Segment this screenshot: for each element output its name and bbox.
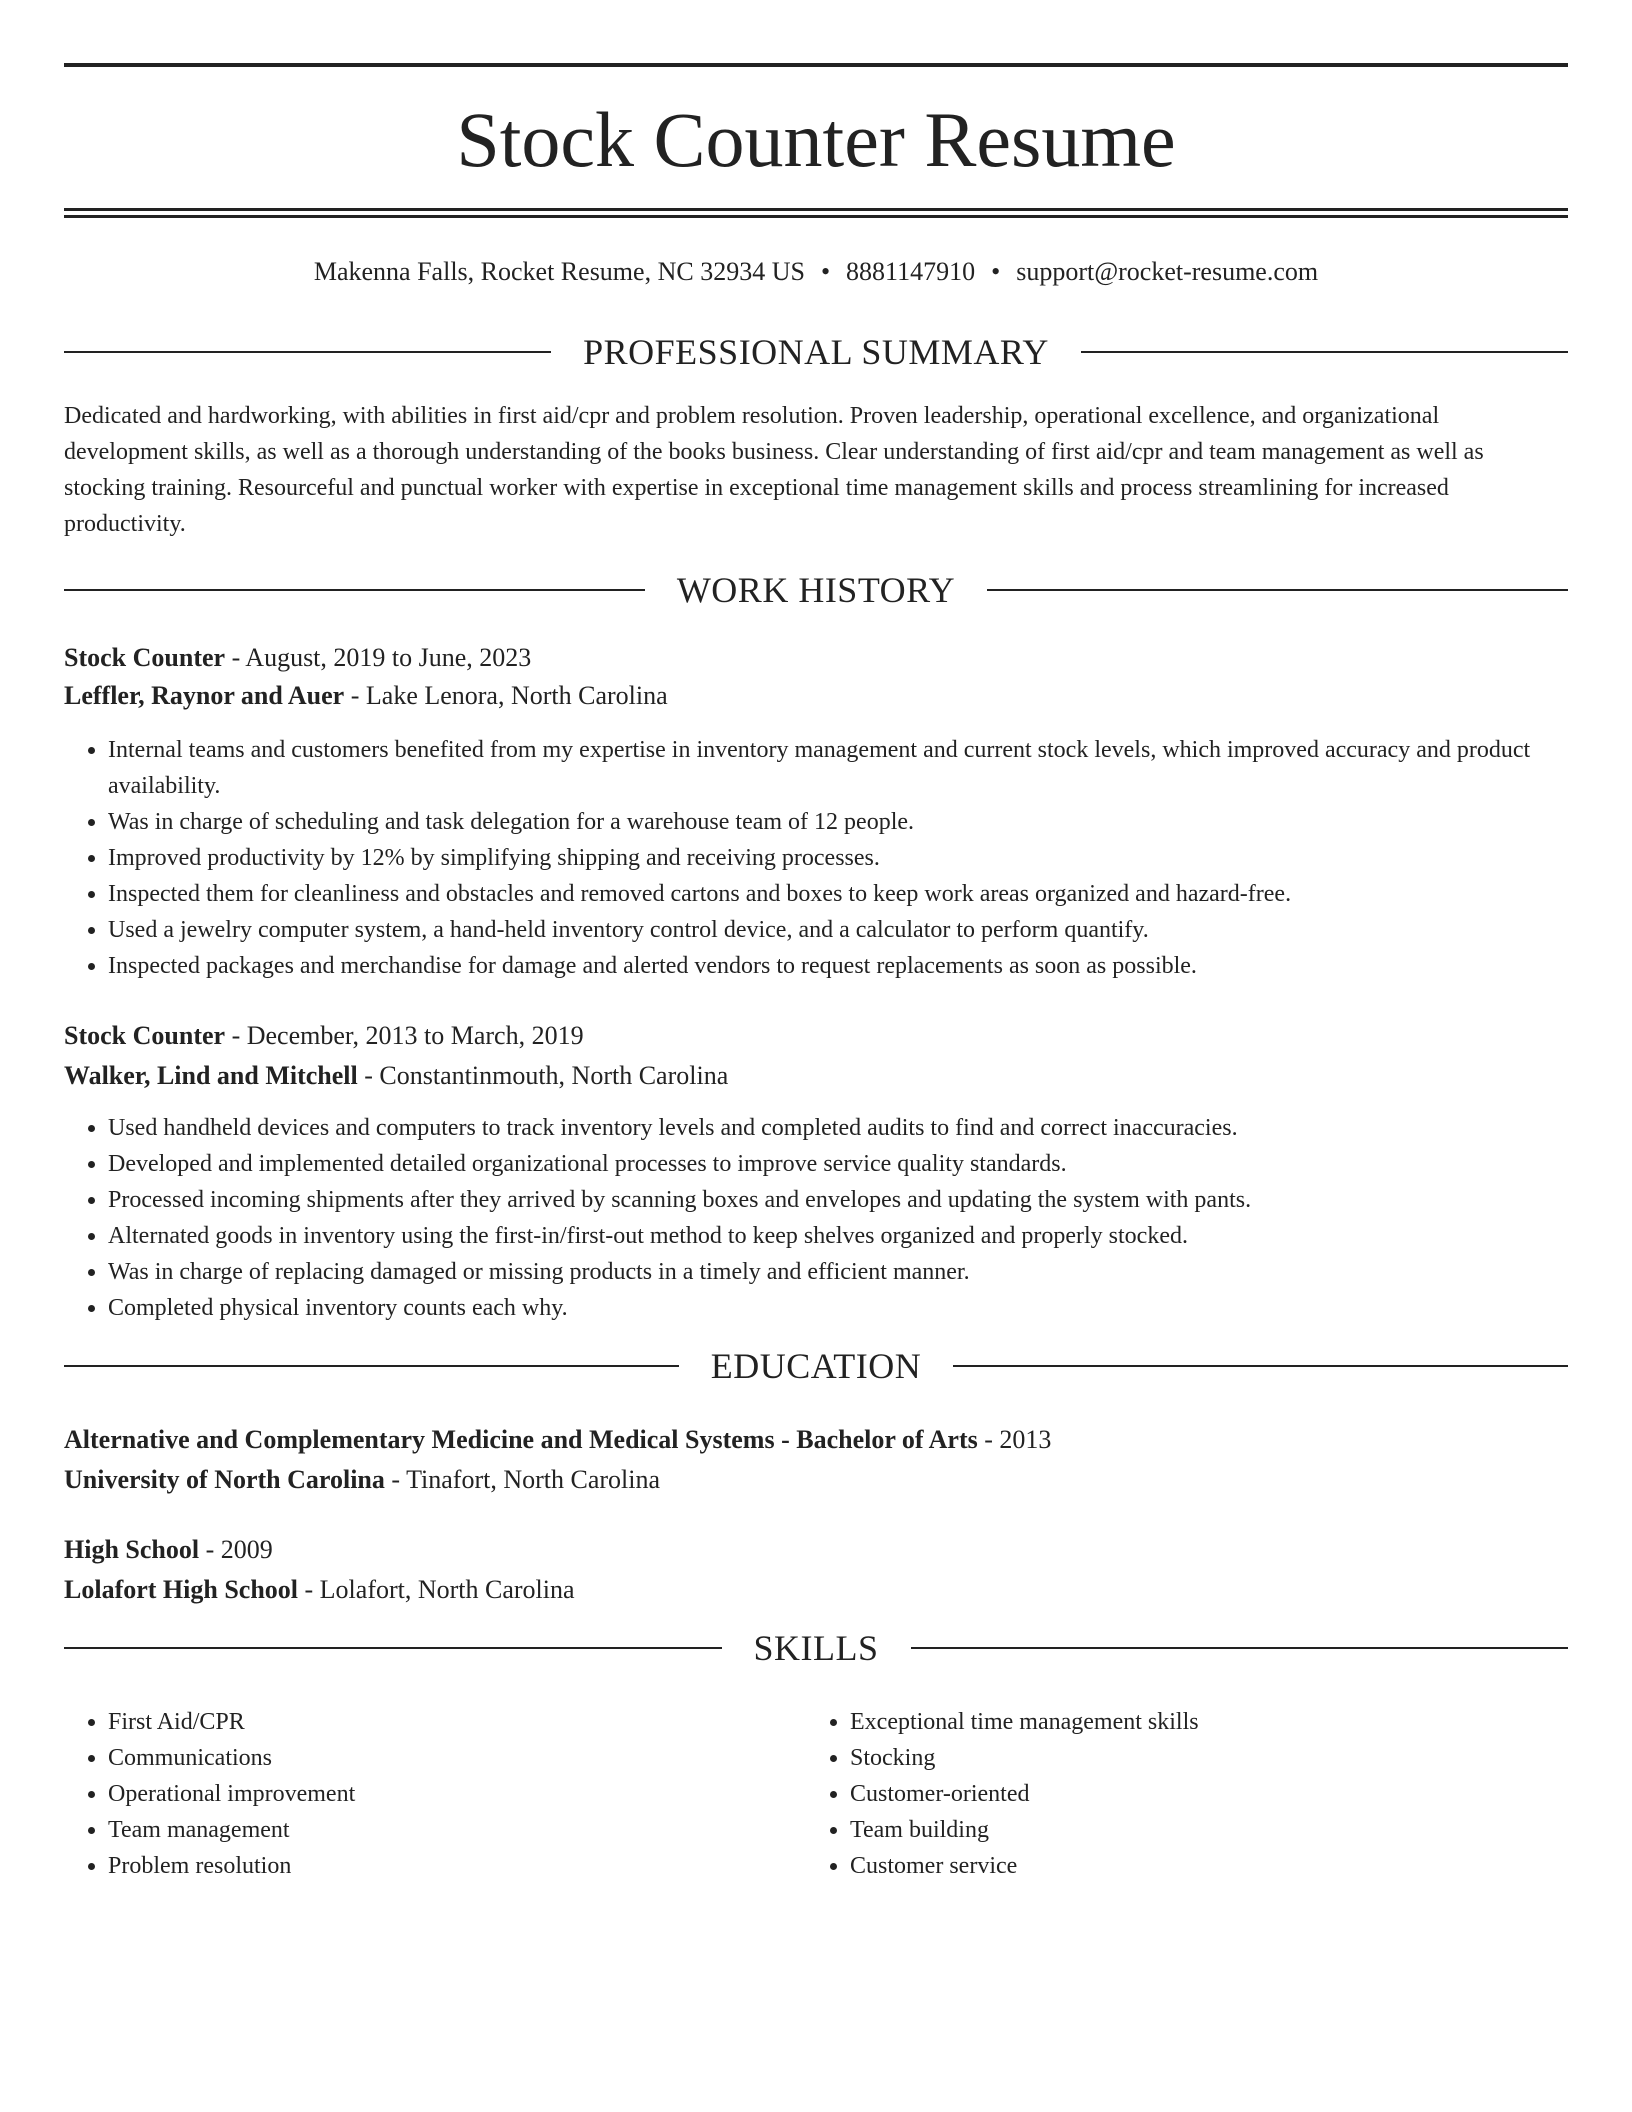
list-item: • Internal teams and customers benefited from my expertise in inventory management and current stock levels, which improved accuracy and product availability. bbox=[108, 732, 1568, 804]
skills-heading bbox=[64, 1628, 1568, 1668]
title-rule-upper bbox=[64, 208, 1568, 211]
job-bullets bbox=[64, 1110, 1568, 1326]
job-company: Leffler, Raynor and Auer bbox=[64, 681, 345, 710]
contact-line bbox=[64, 254, 1568, 290]
section-title: SKILLS bbox=[753, 1628, 879, 1668]
contact-phone: 8881147910 bbox=[846, 257, 976, 286]
work-history-heading bbox=[64, 570, 1568, 610]
skill-item: • Operational improvement bbox=[108, 1776, 806, 1812]
skill-item: • Problem resolution bbox=[108, 1848, 806, 1884]
heading-rule-right bbox=[987, 589, 1568, 591]
skills-column-right bbox=[806, 1704, 1548, 1884]
resume-title: Stock Counter Resume bbox=[456, 96, 1176, 183]
job-company-line bbox=[64, 678, 1568, 714]
skill-item: • First Aid/CPR bbox=[108, 1704, 806, 1740]
job-bullets bbox=[64, 732, 1568, 984]
heading-rule-right bbox=[911, 1647, 1569, 1649]
education-year: - 2013 bbox=[977, 1425, 1052, 1454]
list-item: • Inspected them for cleanliness and obstacles and removed cartons and boxes to keep work areas organized and hazard-free. bbox=[108, 876, 1568, 912]
section-title: PROFESSIONAL SUMMARY bbox=[583, 332, 1049, 372]
education-school-line bbox=[64, 1572, 1568, 1608]
education-heading bbox=[64, 1346, 1568, 1386]
list-item: • Improved productivity by 12% by simplifying shipping and receiving processes. bbox=[108, 840, 1568, 876]
contact-separator: • bbox=[820, 257, 831, 286]
list-item: • Completed physical inventory counts each why. bbox=[108, 1290, 1568, 1326]
summary-heading bbox=[64, 332, 1568, 372]
list-item: • Inspected packages and merchandise for damage and alerted vendors to request replacements as soon as possible. bbox=[108, 948, 1568, 984]
education-degree: Alternative and Complementary Medicine and Medical Systems - Bachelor of Arts bbox=[64, 1425, 978, 1454]
skill-item: • Team management bbox=[108, 1812, 806, 1848]
skill-item: • Stocking bbox=[850, 1740, 1548, 1776]
job-title: Stock Counter bbox=[64, 643, 226, 672]
job-dates: - August, 2019 to June, 2023 bbox=[225, 643, 532, 672]
skills-column-left bbox=[64, 1704, 806, 1884]
contact-address: Makenna Falls, Rocket Resume, NC 32934 US bbox=[313, 257, 805, 286]
job-title-line bbox=[64, 640, 1568, 676]
education-school-line bbox=[64, 1462, 1568, 1498]
job-location: - Lake Lenora, North Carolina bbox=[344, 681, 668, 710]
top-rule bbox=[64, 63, 1568, 67]
list-item: • Developed and implemented detailed organizational processes to improve service quality standards. bbox=[108, 1146, 1568, 1182]
job-title: Stock Counter bbox=[64, 1021, 226, 1050]
education-year: - 2009 bbox=[199, 1535, 273, 1564]
heading-rule-left bbox=[64, 589, 645, 591]
job-company: Walker, Lind and Mitchell bbox=[64, 1061, 358, 1090]
education-degree-line bbox=[64, 1532, 1568, 1568]
list-item: • Used handheld devices and computers to track inventory levels and completed audits to find and correct inaccuracies. bbox=[108, 1110, 1568, 1146]
title-rule-lower bbox=[64, 215, 1568, 218]
list-item: • Was in charge of replacing damaged or missing products in a timely and efficient manner. bbox=[108, 1254, 1568, 1290]
job-location: - Constantinmouth, North Carolina bbox=[357, 1061, 729, 1090]
education-school: Lolafort High School bbox=[64, 1575, 299, 1604]
job-company-line bbox=[64, 1058, 1568, 1094]
skill-item: • Customer-oriented bbox=[850, 1776, 1548, 1812]
skill-item: • Team building bbox=[850, 1812, 1548, 1848]
list-item: • Was in charge of scheduling and task delegation for a warehouse team of 12 people. bbox=[108, 804, 1568, 840]
contact-email: support@rocket-resume.com bbox=[1016, 257, 1319, 286]
heading-rule-left bbox=[64, 351, 551, 353]
skill-item: • Customer service bbox=[850, 1848, 1548, 1884]
contact-separator: • bbox=[991, 257, 1001, 286]
job-title-line bbox=[64, 1018, 1568, 1054]
heading-rule-left bbox=[64, 1365, 679, 1367]
education-school: University of North Carolina bbox=[64, 1465, 385, 1494]
section-title: WORK HISTORY bbox=[676, 570, 956, 610]
summary-text: Dedicated and hardworking, with abilities in first aid/cpr and problem resolution. Proven leadership, operational excellence, and organizational development skills, as well as a thorough understanding of the books business. Clear understanding of first aid/cpr and team management as well as stocking training. Resourceful and punctual worker with expertise in exceptional time management skills and process streamlining for increased productivity. bbox=[64, 403, 1484, 537]
list-item: • Alternated goods in inventory using the first-in/first-out method to keep shelves organized and properly stocked. bbox=[108, 1218, 1568, 1254]
heading-rule-left bbox=[64, 1647, 722, 1649]
list-item: • Used a jewelry computer system, a hand-held inventory control device, and a calculator to perform quantify. bbox=[108, 912, 1568, 948]
skill-item: • Exceptional time management skills bbox=[850, 1704, 1548, 1740]
skills-list bbox=[64, 1704, 1568, 1884]
heading-rule-right bbox=[953, 1365, 1568, 1367]
skill-item: • Communications bbox=[108, 1740, 806, 1776]
education-degree-line bbox=[64, 1422, 1568, 1458]
education-location: - Lolafort, North Carolina bbox=[298, 1575, 575, 1604]
section-title: EDUCATION bbox=[710, 1346, 922, 1386]
list-item: • Processed incoming shipments after they arrived by scanning boxes and envelopes and updating the system with pants. bbox=[108, 1182, 1568, 1218]
education-location: - Tinafort, North Carolina bbox=[384, 1465, 661, 1494]
job-dates: - December, 2013 to March, 2019 bbox=[225, 1021, 584, 1050]
heading-rule-right bbox=[1081, 351, 1568, 353]
education-degree: High School bbox=[64, 1535, 200, 1564]
